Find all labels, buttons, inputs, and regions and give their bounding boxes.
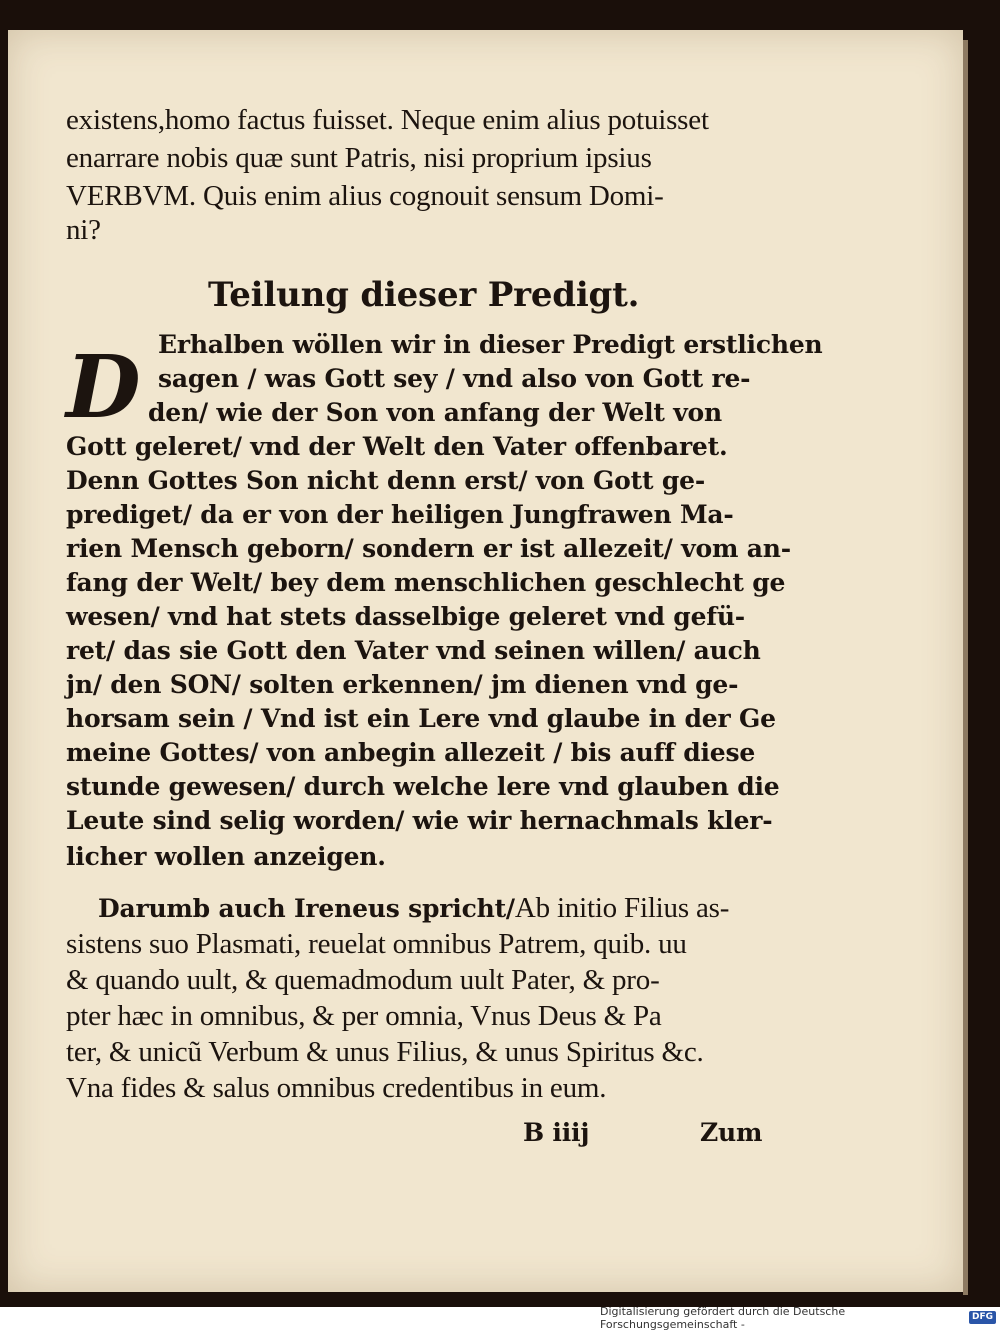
drop-cap-initial: D [66,337,141,438]
latin-intro-line-4: ni? [66,214,101,246]
irenaeus-latin: Ab initio Filius as- [514,892,730,924]
latin-quote-line-4: ter, & unicũ Verbum & unus Filius, & unus Spiritus &c. [66,1036,704,1068]
page-edge [963,40,968,1295]
german-line-7: rien Mensch geborn/ sondern er ist allezeit/ vom an- [66,534,791,563]
german-line-8: fang der Welt/ bey dem menschlichen geschlecht ge [66,568,786,597]
dfg-logo-icon: DFG [969,1311,996,1324]
latin-quote-line-1: sistens suo Plasmati, reuelat omnibus Patrem, quib. uu [66,928,687,960]
irenaeus-line [98,892,788,925]
latin-intro-line-2: enarrare nobis quæ sunt Patris, nisi proprium ipsius [66,142,652,174]
german-line-14: stunde gewesen/ durch welche lere vnd glauben die [66,772,780,801]
german-line-3: den/ wie der Son von anfang der Welt von [148,398,722,427]
footer-text: Digitalisierung gefördert durch die Deutsche Forschungsgemeinschaft - [600,1304,846,1331]
latin-quote-line-3: pter hæc in omnibus, & per omnia, Vnus Deus & Pa [66,1000,662,1032]
german-line-6: prediget/ da er von der heiligen Jungfrawen Ma- [66,500,734,529]
irenaeus-german: Darumb auch Ireneus spricht/ [98,894,515,923]
latin-quote-line-2: & quando uult, & quemadmodum uult Pater, & pro- [66,964,660,996]
german-line-5: Denn Gottes Son nicht denn erst/ von Gott ge- [66,466,706,495]
digitization-footer [600,1304,1000,1331]
latin-intro-line-3: VERBVM. Quis enim alius cognouit sensum Domi- [66,180,664,212]
german-line-15: Leute sind selig worden/ wie wir hernachmals kler- [66,806,773,835]
german-line-2: sagen / was Gott sey / vnd also von Gott re- [158,364,751,393]
german-line-9: wesen/ vnd hat stets dasselbige geleret vnd gefü- [66,602,745,631]
german-line-13: meine Gottes/ von anbegin allezeit / bis auff diese [66,738,756,767]
latin-quote-line-5: Vna fides & salus omnibus credentibus in eum. [66,1072,607,1104]
section-heading: Teilung dieser Predigt. [208,275,640,315]
german-line-10: ret/ das sie Gott den Vater vnd seinen willen/ auch [66,636,761,665]
german-line-16: licher wollen anzeigen. [66,842,386,871]
book-page [8,30,963,1292]
german-line-12: horsam sein / Vnd ist ein Lere vnd glaube in der Ge [66,704,776,733]
german-line-4: Gott geleret/ vnd der Welt den Vater offenbaret. [66,432,728,461]
german-line-11: jn/ den SON/ solten erkennen/ jm dienen vnd ge- [66,670,739,699]
signature-mark: B iiij [523,1118,590,1147]
latin-intro-line-1: existens,homo factus fuisset. Neque enim alius potuisset [66,104,709,136]
catchword: Zum [700,1118,763,1147]
german-line-1: Erhalben wöllen wir in dieser Predigt erstlichen [158,330,823,359]
